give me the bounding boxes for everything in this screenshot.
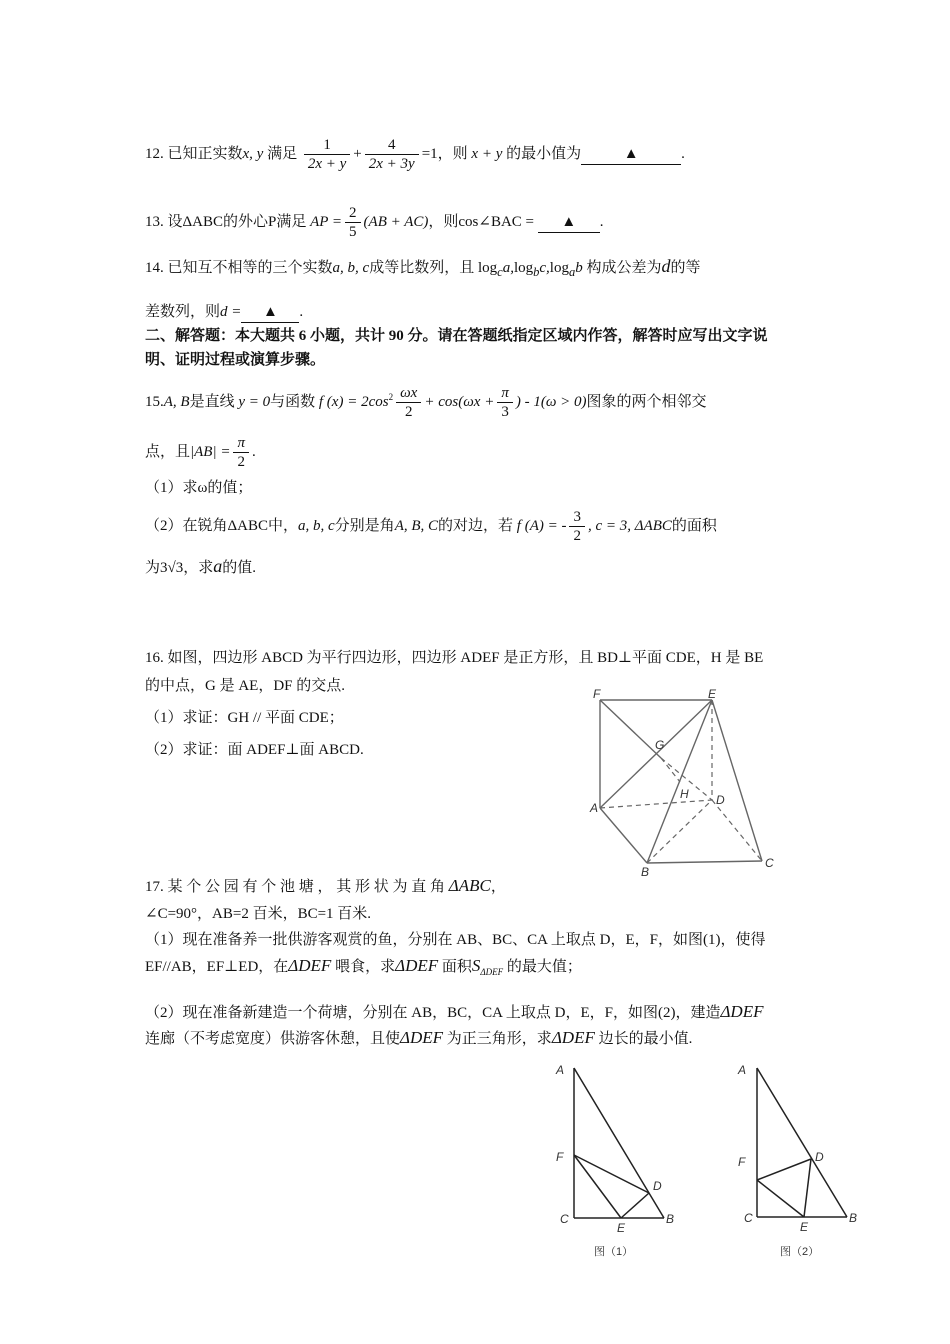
- label-D: D: [716, 793, 725, 807]
- q13-frac: $\frac{2}{5}$: [345, 204, 361, 241]
- fig2-caption: 图（2）: [780, 1246, 820, 1258]
- label-E: E: [708, 687, 717, 701]
- q14-line2: 差数列，则d = ▲ .: [145, 302, 303, 323]
- q12-line: 12. 已知正实数x, y 满足 $\frac{1}{2x + y}$ + $\frac{4}{2x + 3y}$ =1，则 x + y 的最小值为 ▲ .: [145, 137, 685, 172]
- label-C: C: [765, 856, 774, 870]
- svg-text:A: A: [738, 1063, 747, 1077]
- q17-sub1-cont: EF//AB，EF⊥ED，在ΔDEF 喂食，求ΔDEF 面积$S_{\Delta DEF}$ 的最大值；: [145, 956, 582, 977]
- q16-line2: 的中点，G 是 AE，DF 的交点.: [145, 678, 346, 694]
- svg-text:F: F: [738, 1155, 746, 1169]
- q16-figure: [585, 685, 780, 880]
- q15-line1: 15.A, B是直线 y = 0与函数 f $(x) = 2\cos^2$ $\frac{\omega x}{2}$ + cos(ωx + $\frac{\pi}{3}$ ) - 1(ω > 0)图象的两个相邻交: [145, 385, 707, 420]
- q13-line: 13. 设ΔABC的外心P满足 AP = $\frac{2}{5}$ (AB + AC)，则cos∠BAC = ▲ .: [145, 205, 604, 240]
- q14-line1: 14. 已知互不相等的三个实数a, b, c成等比数列，且 $\log_ca,\log_bc,\log_ab$ 构成公差为d的等: [145, 256, 701, 279]
- fig1-caption: 图（1）: [594, 1246, 634, 1258]
- svg-text:C: C: [560, 1212, 569, 1226]
- svg-text:C: C: [744, 1211, 753, 1225]
- q15-sub2-cont: 为3√3，求a的值.: [145, 556, 257, 576]
- svg-text:B: B: [666, 1212, 675, 1226]
- q15-line2: 点，且|AB| = $\frac{\pi}{2}$ .: [145, 435, 256, 470]
- label-G: G: [655, 738, 665, 752]
- svg-text:F: F: [556, 1150, 564, 1164]
- q16-sub2: （2）求证：面 ADEF⊥面 ABCD.: [145, 742, 364, 758]
- svg-text:D: D: [815, 1150, 824, 1164]
- q15-sub1: （1）求ω的值；: [145, 480, 253, 496]
- q16-line1: 16. 如图，四边形 ABCD 为平行四边形，四边形 ADEF 是正方形，且 BD⊥平面 CDE，H 是 BE: [145, 650, 764, 666]
- q17-line1: 17. 某 个 公 园 有 个 池 塘 ， 其 形 状 为 直 角 ΔABC，: [145, 876, 506, 895]
- answer-blank: ▲: [581, 144, 681, 165]
- q12-frac2: $\frac{4}{2x + 3y}$: [365, 136, 419, 173]
- q14-logs: $\log_ca,\log_bc,\log_ab$: [477, 260, 583, 279]
- label-H: H: [680, 787, 689, 801]
- q17-sub1: （1）现在准备养一批供游客观赏的鱼，分别在 AB、BC、CA 上取点 D，E，F，如图(1)，使得: [145, 932, 766, 948]
- svg-text:A: A: [556, 1063, 565, 1077]
- q16-sub1: （1）求证：GH // 平面 CDE；: [145, 710, 344, 726]
- q17-sub2: （2）现在准备新建造一个荷塘，分别在 AB，BC，CA 上取点 D，E，F，如图(2)，建造ΔDEF: [145, 1002, 764, 1021]
- svg-text:E: E: [800, 1220, 809, 1234]
- svg-text:B: B: [849, 1211, 858, 1225]
- q17-figure-2: [732, 1060, 872, 1260]
- svg-text:E: E: [617, 1221, 626, 1235]
- q17-line2: ∠C=90°，AB=2 百米，BC=1 百米.: [145, 906, 372, 922]
- q12-vars: x, y: [242, 145, 264, 162]
- q17-sub2-cont: 连廊（不考虑宽度）供游客休憩，且使ΔDEF 为正三角形，求ΔDEF 边长的最小值.: [145, 1028, 693, 1047]
- label-F: F: [593, 687, 601, 701]
- section-heading: 二、解答题：本大题共 6 小题，共计 90 分。请在答题纸指定区域内作答，解答时应写出文字说: [145, 328, 768, 344]
- q12-frac1: $\frac{1}{2x + y}$: [304, 136, 350, 173]
- q12-mid: 满足: [267, 145, 298, 162]
- section-heading-cont: 明、证明过程或演算步骤。: [145, 352, 326, 368]
- label-B: B: [641, 865, 650, 879]
- answer-blank: ▲: [241, 302, 299, 323]
- q12-prefix: 12. 已知正实数: [145, 145, 243, 162]
- label-A: A: [590, 801, 599, 815]
- answer-blank: ▲: [538, 212, 600, 233]
- svg-text:D: D: [653, 1179, 662, 1193]
- q17-figure-1: [550, 1060, 690, 1260]
- q15-sub2: （2）在锐角ΔABC中，a, b, c分别是角A, B, C的对边，若 f (A) = - $\frac{3}{2}$ , c = 3, ΔABC的面积: [145, 509, 717, 544]
